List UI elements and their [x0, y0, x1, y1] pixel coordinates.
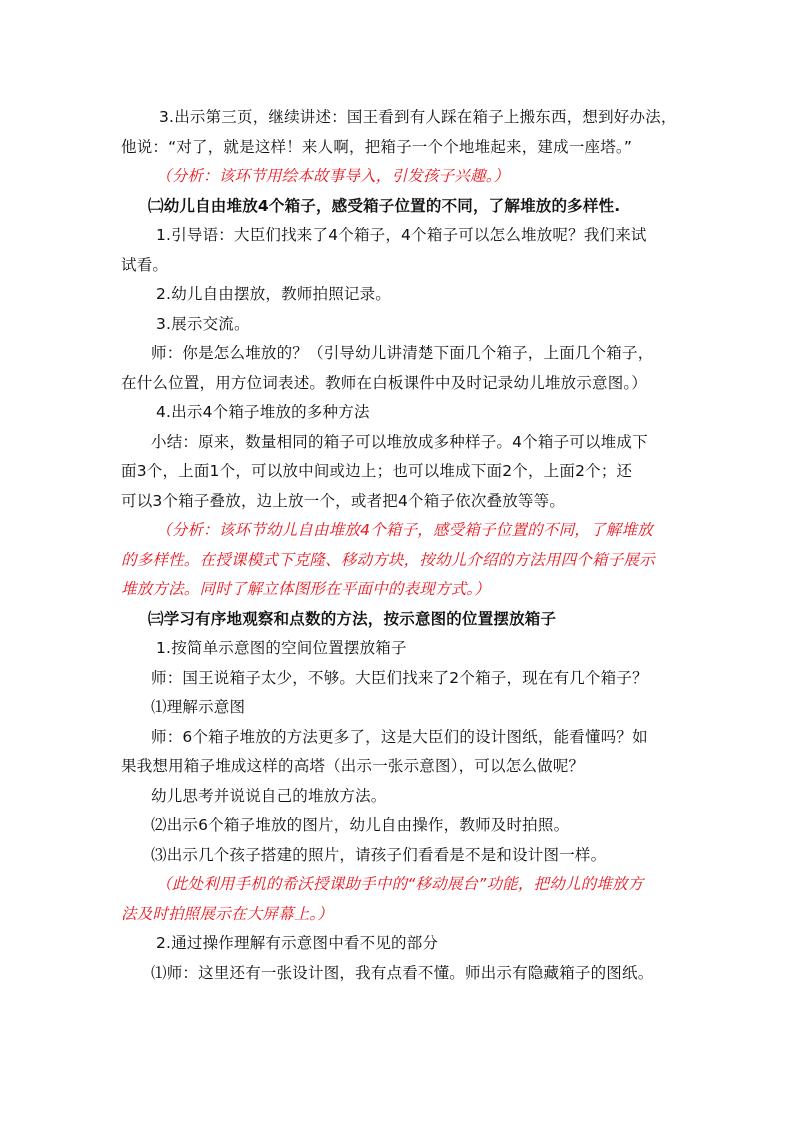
text-line: 2.幼儿自由摆放，教师拍照记录。	[156, 285, 391, 303]
text-line: ⑴理解示意图	[151, 698, 246, 716]
text-line: 幼儿思考并说说自己的堆放方法。	[151, 786, 387, 805]
text-line: 4.出示4个箱子堆放的多种方法	[156, 403, 370, 421]
analysis-note-line: （分析：该环节幼儿自由堆放4个箱子，感受箱子位置的不同，了解堆放	[156, 521, 653, 539]
text-line: 可以3个箱子叠放，边上放一个，或者把4个箱子依次叠放等等。	[121, 491, 566, 510]
analysis-note-line: 堆放方法。同时了解立体图形在平面中的表现方式。）	[121, 580, 491, 598]
text-line: 果我想用箱子堆成这样的高塔（出示一张示意图），可以怎么做呢？	[121, 757, 585, 775]
text-line: 3.出示第三页，继续讲述：国王看到有人踩在箱子上搬东西，想到好办法，	[159, 108, 677, 126]
analysis-note-line: （此处利用手机的希沃授课助手中的“移动展台”功能，把幼儿的堆放方	[156, 875, 644, 893]
text-line: 1.引导语：大臣们找来了4个箱子，4个箱子可以怎么堆放呢？我们来试	[156, 226, 647, 244]
text-line: 3.展示交流。	[156, 314, 250, 333]
text-line: 师：6个箱子堆放的方法更多了，这是大臣们的设计图纸，能看懂吗？如	[151, 727, 648, 746]
text-line: ⑴师：这里还有一张设计图，我有点看不懂。师出示有隐藏箱子的图纸。	[151, 963, 654, 982]
text-line: 他说：“对了，就是这样！来人啊，把箱子一个个地堆起来，建成一座塔。”	[121, 137, 633, 156]
text-line: 面3个，上面1个，可以放中间或边上；也可以堆成下面2个，上面2个；还	[121, 462, 633, 480]
analysis-note-line: 的多样性。在授课模式下克隆、移动方块，按幼儿介绍的方法用四个箱子展示	[121, 550, 655, 569]
text-line: 2.通过操作理解有示意图中看不见的部分	[156, 934, 439, 952]
text-line: 师：国王说箱子太少，不够。大臣们找来了2个箱子，现在有几个箱子？	[151, 668, 648, 687]
text-line: 小结：原来，数量相同的箱子可以堆放成多种样子。4个箱子可以堆成下	[151, 432, 648, 451]
text-line: 1.按简单示意图的空间位置摆放箱子	[156, 639, 407, 657]
analysis-note-line: （分析：该环节用绘本故事导入，引发孩子兴趣。）	[156, 167, 510, 185]
text-line: ⑶出示几个孩子搭建的照片，请孩子们看看是不是和设计图一样。	[151, 845, 607, 864]
section-heading-line: ㈡幼儿自由堆放4个箱子，感受箱子位置的不同，了解堆放的多样性.	[148, 196, 621, 215]
section-heading-line: ㈢学习有序地观察和点数的方法，按示意图的位置摆放箱子	[148, 609, 557, 628]
text-line: 试看。	[121, 255, 169, 274]
document-body	[121, 103, 677, 988]
text-line: ⑵出示6个箱子堆放的图片，幼儿自由操作，教师及时拍照。	[151, 816, 570, 834]
text-line: 在什么位置，用方位词表述。教师在白板课件中及时记录幼儿堆放示意图。）	[121, 373, 648, 392]
text-line: 师：你是怎么堆放的？（引导幼儿讲清楚下面几个箱子，上面几个箱子，	[151, 344, 654, 362]
analysis-note-line: 法及时拍照展示在大屏幕上。）	[121, 904, 334, 923]
